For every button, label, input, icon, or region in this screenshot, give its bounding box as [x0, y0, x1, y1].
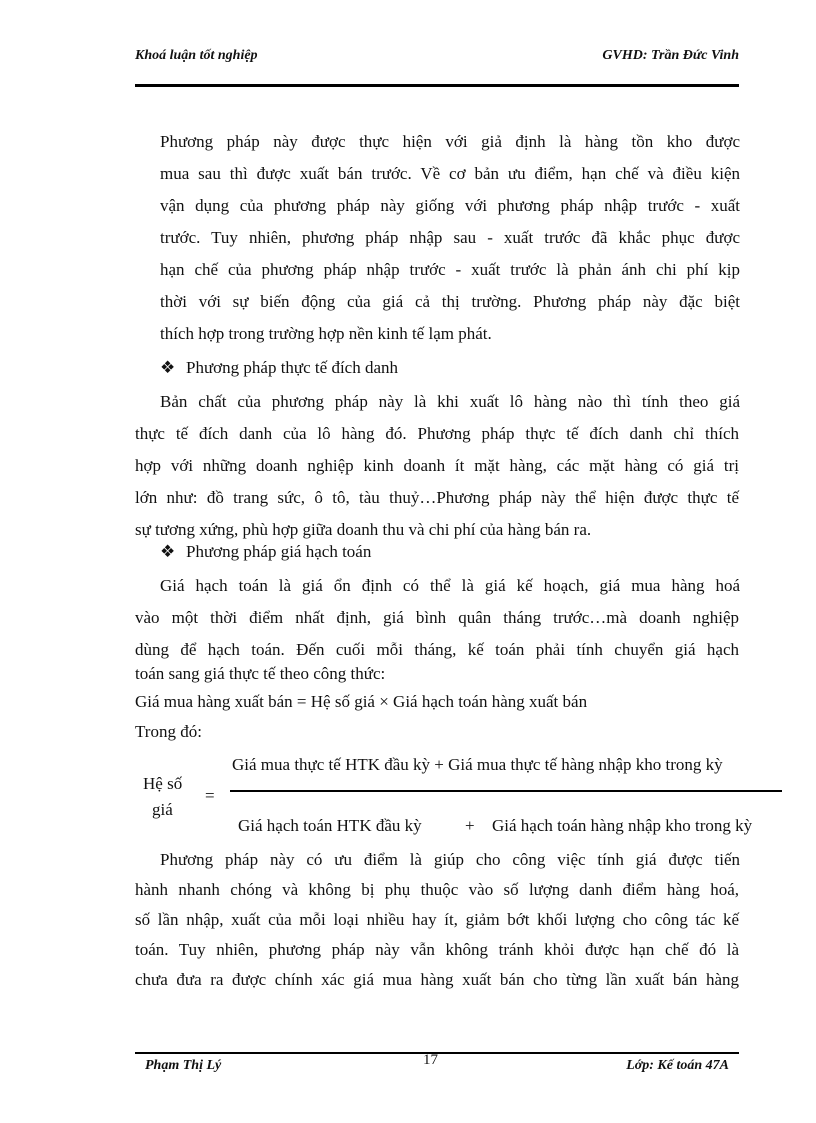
page-number: 17 [423, 1052, 438, 1068]
text-line: Giá hạch toán là giá ổn định có thể là giá kế hoạch, giá mua hàng hoá [160, 576, 740, 595]
text-line: hành nhanh chóng và không bị phụ thuộc vào số lượng danh điểm hàng hoá, [135, 880, 739, 899]
text-line: Phương pháp này có ưu điểm là giúp cho công việc tính giá được tiến [160, 850, 740, 869]
formula-equals: = [205, 786, 215, 805]
header-rule [135, 84, 739, 87]
formula-plus: + [465, 816, 475, 835]
text-line: vận dụng của phương pháp này giống với phương pháp nhập trước - xuất [160, 196, 740, 215]
bullet-heading-text: Phương pháp thực tế đích danh [186, 358, 399, 377]
text-line: Bản chất của phương pháp này là khi xuất lô hàng nào thì tính theo giá [160, 392, 740, 411]
footer-right: Lớp: Kế toán 47A [626, 1058, 729, 1073]
text-line: sự tương xứng, phù hợp giữa doanh thu và chi phí của hàng bán ra. [135, 520, 592, 539]
text-line: chưa đưa ra được chính xác giá mua hàng xuất bán cho từng lần xuất bán hàng [135, 970, 739, 989]
text-line: hạn chế của phương pháp nhập trước - xuất trước là phản ánh chi phí kịp [160, 260, 740, 279]
diamond-bullet-icon: ❖ [160, 358, 176, 377]
text-line: Trong đó: [135, 722, 202, 741]
header-left: Khoá luận tốt nghiệp [135, 48, 258, 63]
text-line: toán sang giá thực tế theo công thức: [135, 664, 386, 683]
bullet-heading-text: Phương pháp giá hạch toán [186, 542, 372, 561]
text-line: lớn như: đồ trang sức, ô tô, tàu thuỷ…Phương pháp này thể hiện được thực tế [135, 488, 739, 507]
text-line: thời với sự biến động của giá cả thị trường. Phương pháp này đặc biệt [160, 292, 740, 311]
text-line: hợp với những doanh nghiệp kinh doanh ít mặt hàng, các mặt hàng có giá trị [135, 456, 739, 475]
fraction-bar [230, 790, 782, 792]
text-line: thực tế đích danh của lô hàng đó. Phương pháp thực tế đích danh chỉ thích [135, 424, 739, 443]
formula-numerator: Giá mua thực tế HTK đầu kỳ + Giá mua thực tế hàng nhập kho trong kỳ [232, 755, 723, 774]
formula-line: Giá mua hàng xuất bán = Hệ số giá × Giá hạch toán hàng xuất bán [135, 692, 588, 711]
formula-denominator-b: Giá hạch toán hàng nhập kho trong kỳ [492, 816, 753, 835]
diamond-bullet-icon: ❖ [160, 542, 176, 561]
formula-denominator-a: Giá hạch toán HTK đầu kỳ [238, 816, 422, 835]
formula-lhs-top: Hệ số [143, 774, 183, 793]
text-line: vào một thời điểm nhất định, giá bình quân tháng trước…mà doanh nghiệp [135, 608, 739, 627]
footer-left: Phạm Thị Lý [145, 1058, 222, 1073]
text-line: dùng để hạch toán. Đến cuối mỗi tháng, kế toán phải tính chuyển giá hạch [135, 640, 739, 659]
formula-lhs-bottom: giá [152, 800, 173, 819]
header-right: GVHD: Trần Đức Vinh [602, 48, 739, 63]
text-line: mua sau thì được xuất bán trước. Về cơ bản ưu điểm, hạn chế và điều kiện [160, 164, 740, 183]
text-line: Phương pháp này được thực hiện với giả định là hàng tồn kho được [160, 132, 740, 151]
text-line: trước. Tuy nhiên, phương pháp nhập sau - xuất trước đã khắc phục được [160, 228, 740, 247]
text-line: thích hợp trong trường hợp nền kinh tế lạm phát. [160, 324, 492, 343]
text-line: số lần nhập, xuất của mỗi loại nhiều hay ít, giảm bớt khối lượng cho công tác kế [135, 910, 739, 929]
bullet-heading [160, 358, 398, 378]
bullet-heading [160, 542, 371, 562]
text-line: toán. Tuy nhiên, phương pháp này vẫn không tránh khỏi được hạn chế đó là [135, 940, 739, 959]
